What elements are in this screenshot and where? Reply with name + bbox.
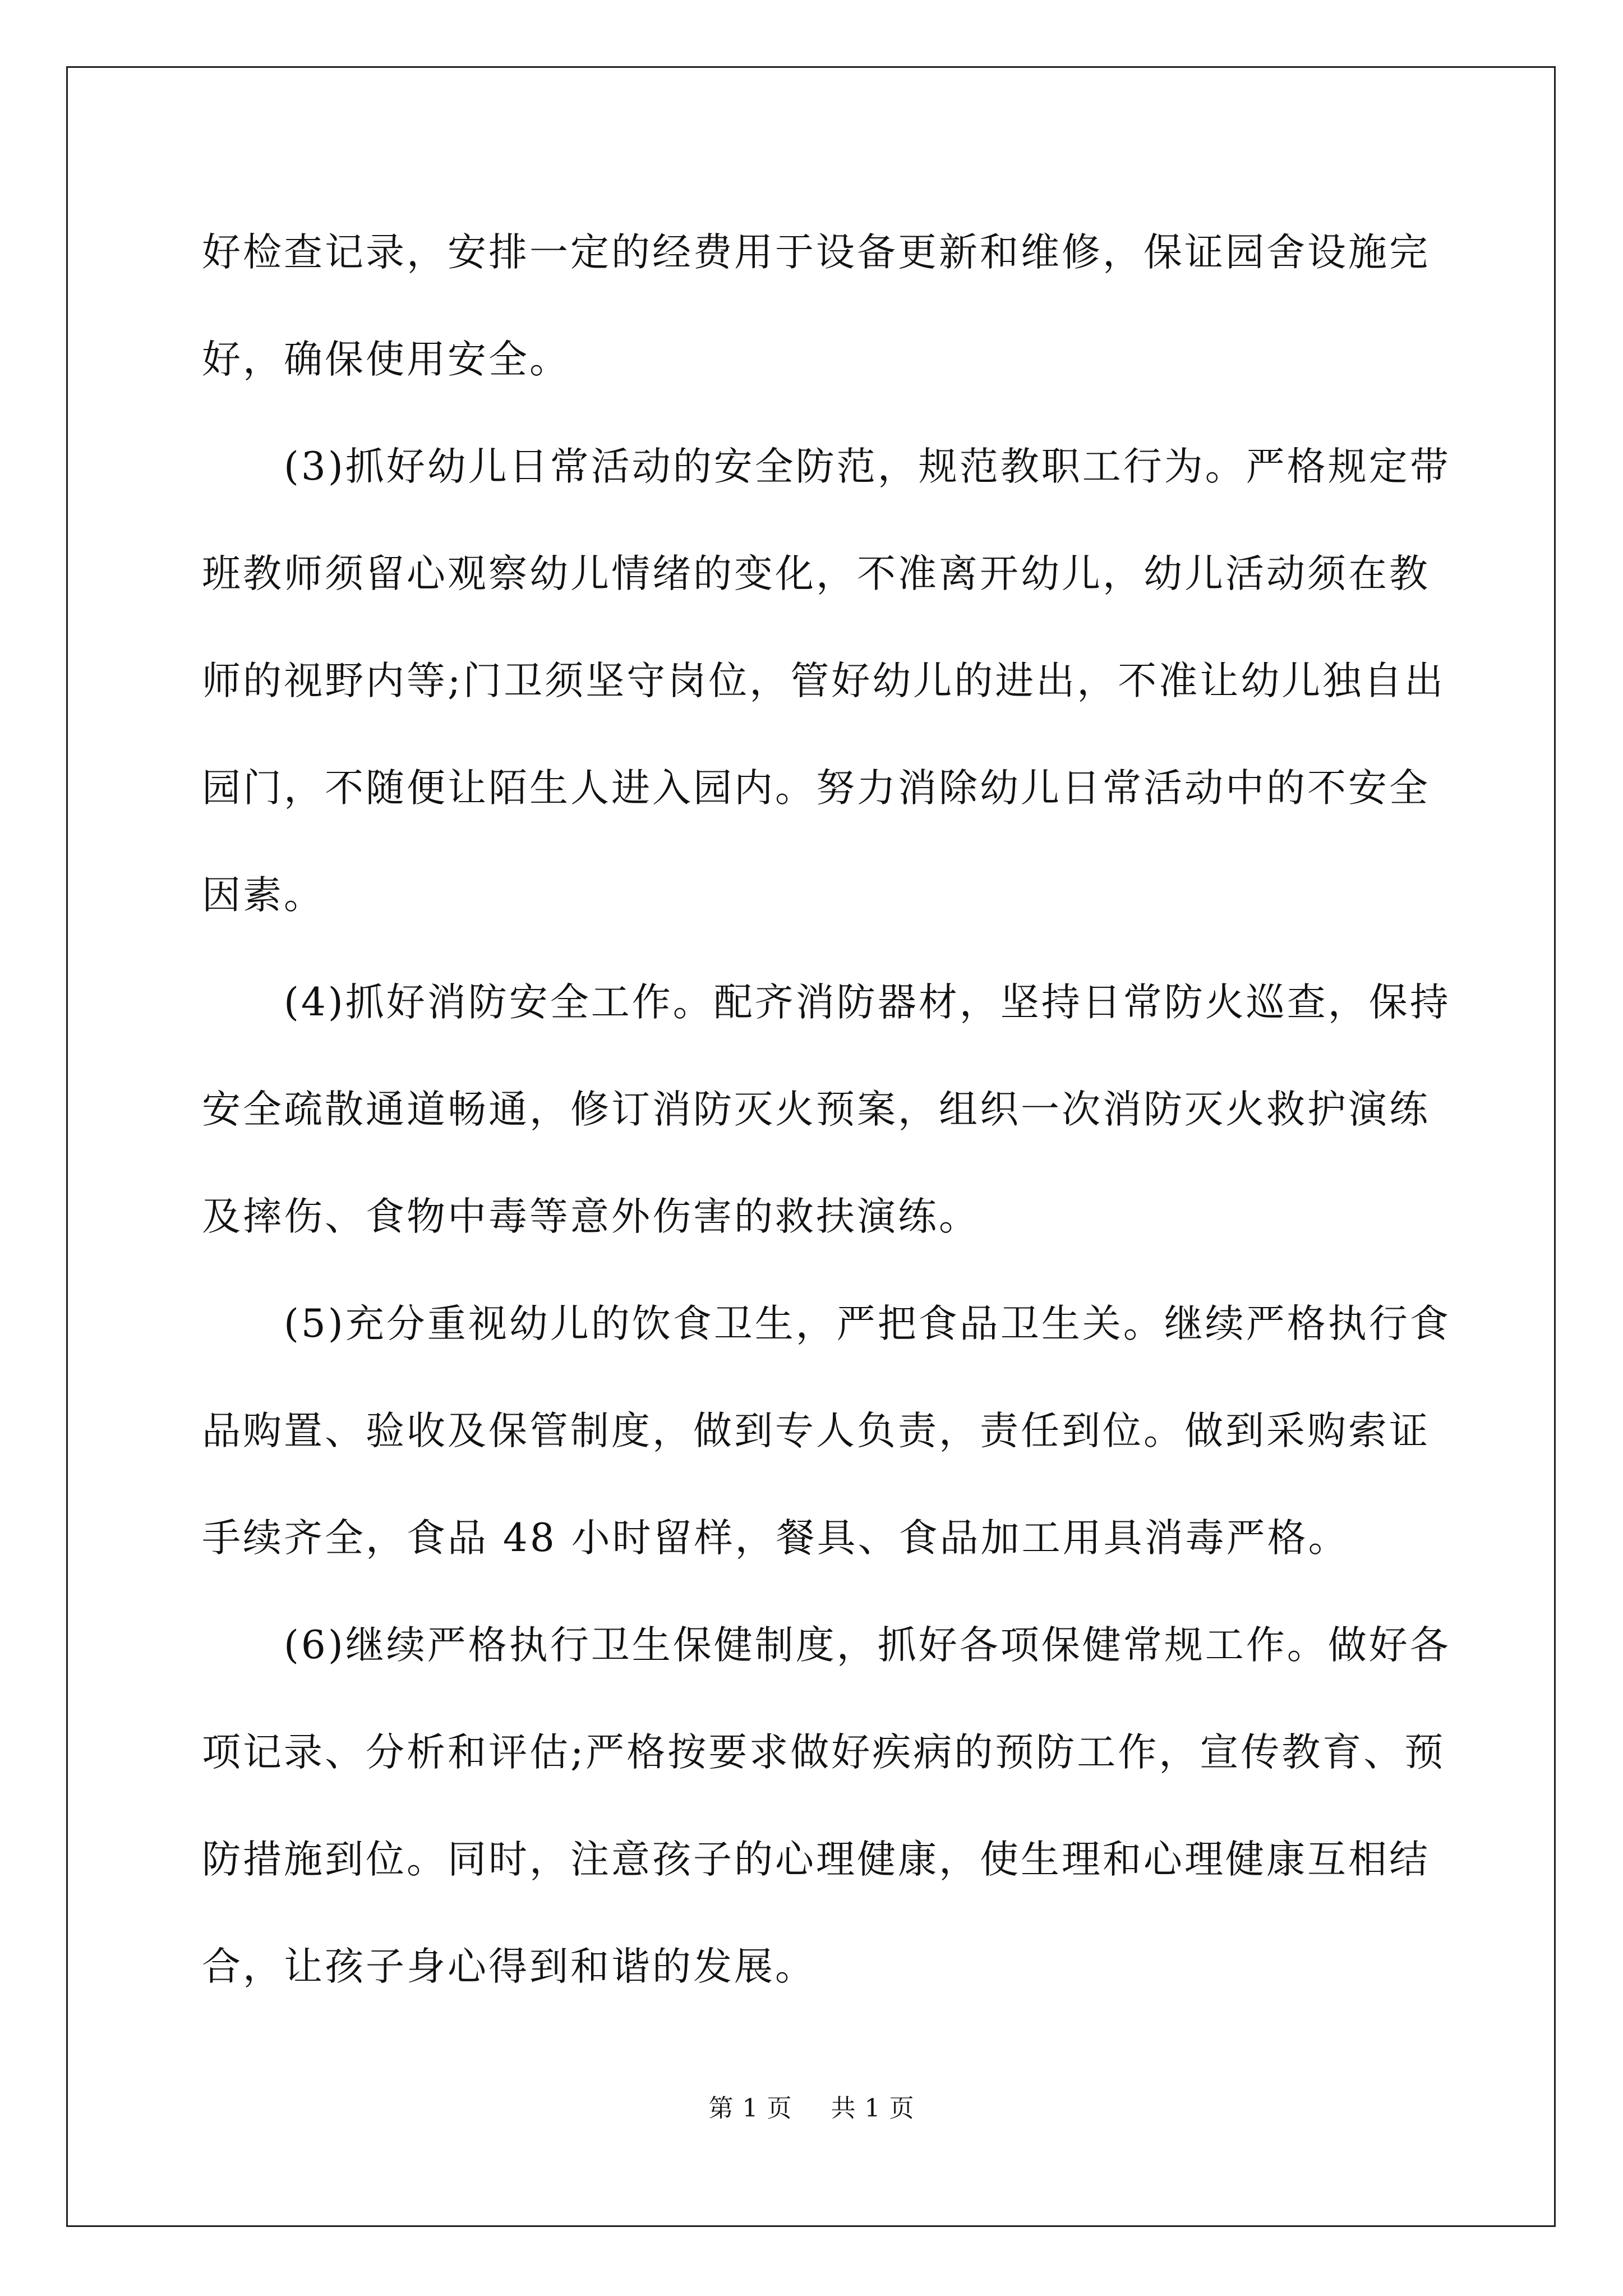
text-line: 好，确保使用安全。 <box>202 337 570 382</box>
page-number: 第 1 页 <box>708 2094 792 2123</box>
text-line: (4)抓好消防安全工作。配齐消防器材，坚持日常防火巡查，保持 <box>284 980 1451 1025</box>
text-line: 师的视野内等;门卫须坚守岗位，管好幼儿的进出，不准让幼儿独自出 <box>202 659 1446 703</box>
text-line: 园门，不随便让陌生人进入园内。努力消除幼儿日常活动中的不安全 <box>202 766 1430 811</box>
text-line: 品购置、验收及保管制度，做到专人负责，责任到位。做到采购索证 <box>202 1409 1430 1453</box>
document-body <box>202 199 1451 2021</box>
text-line: 好检查记录，安排一定的经费用于设备更新和维修，保证园舍设施完 <box>202 230 1430 275</box>
text-line: 安全疏散通道畅通，修订消防灭火预案，组织一次消防灭火救护演练 <box>202 1087 1430 1132</box>
text-line: 班教师须留心观察幼儿情绪的变化，不准离开幼儿，幼儿活动须在教 <box>202 551 1430 596</box>
text-line: 防措施到位。同时，注意孩子的心理健康，使生理和心理健康互相结 <box>202 1837 1430 1882</box>
text-line: (6)继续严格执行卫生保健制度，抓好各项保健常规工作。做好各 <box>284 1623 1451 1668</box>
page-total: 共 1 页 <box>831 2094 915 2123</box>
text-line: 及摔伤、食物中毒等意外伤害的救扶演练。 <box>202 1194 980 1239</box>
text-line: (5)充分重视幼儿的饮食卫生，严把食品卫生关。继续严格执行食 <box>284 1301 1451 1346</box>
text-line: 因素。 <box>202 873 325 918</box>
text-line: 项记录、分析和评估;严格按要求做好疾病的预防工作，宣传教育、预 <box>202 1730 1446 1775</box>
text-line: (3)抓好幼儿日常活动的安全防范，规范教职工行为。严格规定带 <box>284 444 1451 489</box>
text-line: 合，让孩子身心得到和谐的发展。 <box>202 1944 816 1989</box>
text-line: 手续齐全，食品 48 小时留样，餐具、食品加工用具消毒严格。 <box>202 1516 1349 1561</box>
page-footer <box>0 2088 1623 2124</box>
